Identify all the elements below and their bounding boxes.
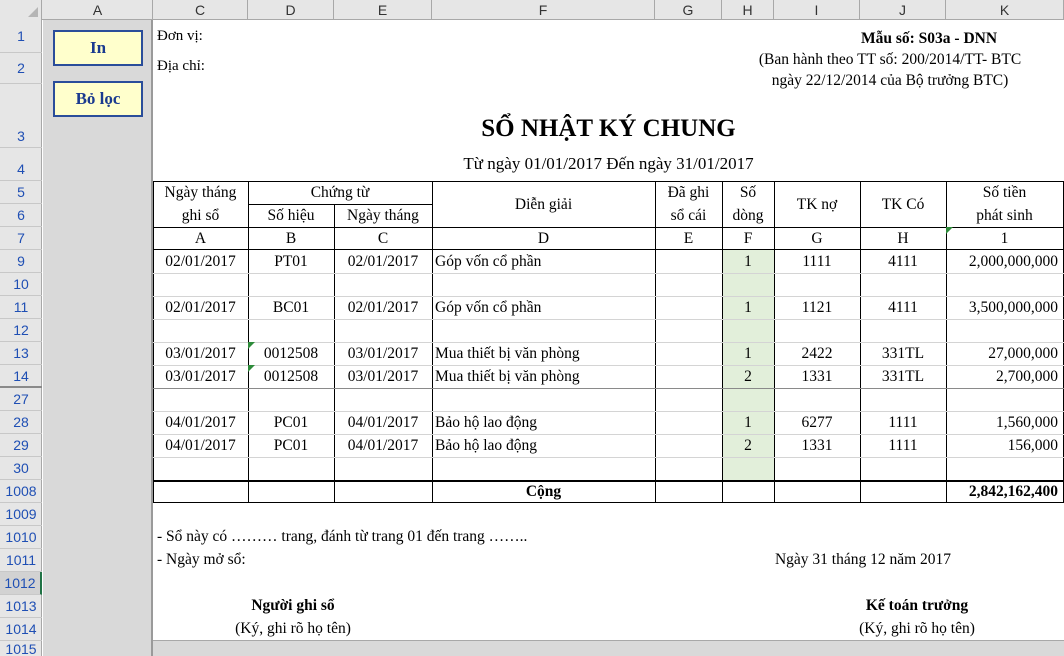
header-date-record: Ngày tháng [164, 184, 237, 201]
entry-voucher-date-cell[interactable]: 02/01/2017 [347, 298, 419, 316]
entry-credit-cell[interactable] [860, 388, 946, 411]
header-credit: TK Có [881, 195, 925, 213]
page-title: SỔ NHẬT KÝ CHUNG [481, 115, 736, 142]
header-date-record-2: ghi sổ [181, 206, 220, 224]
column-header-e[interactable]: E [334, 0, 432, 20]
header-voucher: Chứng từ [310, 184, 370, 201]
address-label: Địa chỉ: [157, 58, 205, 74]
entry-voucher-date-cell[interactable]: 04/01/2017 [347, 413, 419, 431]
entry-posted-cell[interactable] [655, 273, 722, 296]
entry-line-cell[interactable]: 1 [744, 298, 752, 316]
entry-description-cell[interactable]: Bảo hộ lao động [435, 436, 538, 454]
row-header[interactable]: 1 [0, 20, 42, 53]
header-voucher-date: Ngày tháng [347, 206, 419, 224]
code-cell: E [683, 229, 694, 247]
entry-voucher-date-cell[interactable] [334, 319, 432, 342]
row-header-selected[interactable]: 1012 [0, 572, 42, 595]
column-header-h[interactable]: H [722, 0, 774, 20]
entry-voucher-date-cell[interactable] [334, 388, 432, 411]
entry-amount-cell[interactable] [946, 273, 1063, 296]
remove-filter-button[interactable]: Bỏ lọc [53, 81, 143, 117]
entry-voucher-cell[interactable] [248, 388, 334, 411]
form-number: Mẫu số: S03a - DNN [860, 30, 998, 47]
entry-debit-cell[interactable] [774, 273, 860, 296]
row-header[interactable]: 9 [0, 250, 42, 273]
entry-amount-cell[interactable] [946, 388, 1063, 411]
entry-amount-cell[interactable]: 3,500,000,000 [968, 298, 1058, 316]
row-header[interactable]: 1008 [0, 480, 42, 503]
entry-voucher-cell[interactable] [248, 457, 334, 480]
accountant-title: Kế toán trưởng [865, 597, 969, 614]
entry-credit-cell[interactable]: 4111 [888, 252, 918, 270]
column-header-g[interactable]: G [655, 0, 722, 20]
entry-date-cell[interactable]: 04/01/2017 [165, 413, 236, 431]
entry-voucher-cell[interactable]: PT01 [274, 252, 308, 270]
code-cell: A [194, 229, 207, 247]
number-as-text-indicator-icon [248, 342, 255, 349]
header-voucher-no: Số hiệu [267, 206, 315, 224]
pages-note: - Sổ này có ……… trang, đánh từ trang 01 đến trang …….. [157, 528, 528, 545]
entry-posted-cell[interactable] [655, 457, 722, 480]
entry-date-cell[interactable]: 03/01/2017 [165, 344, 236, 362]
entry-line-cell[interactable]: 2 [744, 436, 752, 454]
row-header[interactable]: 13 [0, 342, 42, 365]
entry-debit-cell[interactable]: 1121 [801, 298, 833, 316]
entry-voucher-date-cell[interactable] [334, 273, 432, 296]
entry-debit-cell[interactable] [774, 457, 860, 480]
column-header-k[interactable]: K [946, 0, 1064, 20]
entry-date-cell[interactable] [153, 457, 248, 480]
entry-description-cell[interactable]: Mua thiết bị văn phòng [435, 344, 580, 362]
column-header-i[interactable]: I [774, 0, 860, 20]
entry-date-cell[interactable]: 03/01/2017 [165, 367, 236, 385]
row-header[interactable]: 4 [0, 148, 42, 181]
entry-posted-cell[interactable] [655, 388, 722, 411]
row-header[interactable]: 2 [0, 53, 42, 84]
recorder-note: (Ký, ghi rõ họ tên) [235, 620, 351, 637]
entry-line-cell[interactable]: 2 [744, 367, 752, 385]
row-header[interactable]: 1013 [0, 595, 42, 618]
row-header[interactable]: 30 [0, 457, 42, 480]
entry-credit-cell[interactable]: 331TL [881, 344, 925, 362]
entry-line-cell[interactable] [722, 388, 774, 411]
entry-posted-cell[interactable] [655, 411, 722, 434]
entry-debit-cell[interactable] [774, 388, 860, 411]
unit-label: Đơn vị: [157, 28, 203, 44]
row-header[interactable]: 12 [0, 319, 42, 342]
entry-voucher-date-cell[interactable]: 02/01/2017 [347, 252, 419, 270]
issued-by-line1: (Ban hành theo TT số: 200/2014/TT- BTC [758, 51, 1022, 68]
entry-date-cell[interactable] [153, 273, 248, 296]
entry-amount-cell[interactable]: 27,000,000 [988, 344, 1058, 362]
entry-description-cell[interactable]: Bảo hộ lao động [435, 413, 538, 431]
entry-amount-cell[interactable]: 2,000,000,000 [968, 252, 1058, 270]
entry-amount-cell[interactable]: 1,560,000 [996, 413, 1058, 431]
entry-line-cell[interactable] [722, 319, 774, 342]
total-amount[interactable]: 2,842,162,400 [968, 483, 1058, 500]
header-amount: Số tiền [982, 184, 1027, 201]
entry-amount-cell[interactable]: 2,700,000 [996, 367, 1058, 385]
row-header[interactable]: 11 [0, 296, 42, 319]
row-header[interactable]: 1010 [0, 526, 42, 549]
code-cell: H [897, 229, 909, 247]
comment-indicator-icon [946, 227, 953, 234]
sheet-bottom-edge [153, 640, 1064, 656]
code-cell: D [537, 229, 550, 247]
row-header[interactable]: 10 [0, 273, 42, 296]
entry-line-cell[interactable] [722, 273, 774, 296]
header-posted-2: sổ cái [670, 206, 707, 224]
row-header[interactable]: 1015 [0, 641, 42, 656]
entry-line-cell[interactable]: 1 [744, 413, 752, 431]
entry-description-cell[interactable] [432, 388, 655, 411]
row-header[interactable]: 7 [0, 227, 42, 250]
row-header[interactable]: 1011 [0, 549, 42, 572]
entry-credit-cell[interactable] [860, 319, 946, 342]
entry-line-cell[interactable]: 1 [744, 344, 752, 362]
entry-posted-cell[interactable] [655, 319, 722, 342]
entry-voucher-cell[interactable]: BC01 [272, 298, 310, 316]
entry-amount-cell[interactable] [946, 319, 1063, 342]
code-cell: F [743, 229, 753, 247]
entry-voucher-date-cell[interactable]: 04/01/2017 [347, 436, 419, 454]
entry-debit-cell[interactable]: 6277 [801, 413, 833, 431]
issued-by-line2: ngày 22/12/2014 của Bộ trưởng BTC) [771, 72, 1009, 89]
column-header-d[interactable]: D [248, 0, 334, 20]
row-header[interactable]: 27 [0, 388, 42, 411]
row-header[interactable]: 1014 [0, 618, 42, 641]
entry-description-cell[interactable]: Mua thiết bị văn phòng [435, 367, 580, 385]
recorder-title: Người ghi sổ [251, 597, 335, 614]
entry-date-cell[interactable] [153, 319, 248, 342]
entry-voucher-cell[interactable] [248, 319, 334, 342]
row-header[interactable]: 28 [0, 411, 42, 434]
entry-posted-cell[interactable] [655, 250, 722, 273]
column-header-a[interactable]: A [43, 0, 153, 20]
row-header-bar [0, 20, 42, 656]
entry-date-cell[interactable]: 02/01/2017 [165, 252, 236, 270]
header-amount-2: phát sinh [976, 206, 1033, 224]
entry-amount-cell[interactable] [946, 457, 1063, 480]
entry-posted-cell[interactable] [655, 296, 722, 319]
row-header[interactable]: 6 [0, 204, 42, 227]
column-header-bar [0, 0, 1064, 20]
entry-line-cell[interactable] [722, 457, 774, 480]
header-line-no: Số [739, 184, 757, 201]
header-description: Diễn giải [514, 195, 573, 213]
entry-posted-cell[interactable] [655, 342, 722, 365]
open-date-label: - Ngày mở sổ: [157, 551, 246, 568]
column-header-c[interactable]: C [153, 0, 248, 20]
sign-date: Ngày 31 tháng 12 năm 2017 [774, 551, 952, 568]
row-header[interactable]: 29 [0, 434, 42, 457]
header-line-no-2: dòng [732, 206, 764, 224]
entry-amount-cell[interactable]: 156,000 [1007, 436, 1058, 454]
entry-voucher-date-cell[interactable]: 03/01/2017 [347, 344, 419, 362]
entry-debit-cell[interactable]: 1331 [801, 367, 833, 385]
period-range: Từ ngày 01/01/2017 Đến ngày 31/01/2017 [463, 154, 754, 173]
select-all-icon [28, 7, 38, 17]
row-header[interactable]: 14 [0, 365, 42, 388]
worksheet [153, 20, 1064, 656]
entry-voucher-cell[interactable]: 0012508 [263, 367, 319, 385]
code-cell: B [285, 229, 297, 247]
code-cell: C [377, 229, 389, 247]
column-header-f[interactable]: F [432, 0, 655, 20]
entry-description-cell[interactable] [432, 457, 655, 480]
entry-date-cell[interactable] [153, 388, 248, 411]
row-header[interactable]: 3 [0, 84, 42, 148]
entry-voucher-cell[interactable]: PC01 [273, 436, 309, 454]
accountant-note: (Ký, ghi rõ họ tên) [859, 620, 975, 637]
entry-description-cell[interactable] [432, 273, 655, 296]
header-posted: Đã ghi [667, 184, 710, 201]
entry-debit-cell[interactable]: 2422 [801, 344, 833, 362]
select-all-corner[interactable] [0, 0, 42, 20]
entry-debit-cell[interactable] [774, 319, 860, 342]
entry-voucher-cell[interactable]: 0012508 [263, 344, 319, 362]
entry-description-cell[interactable] [432, 319, 655, 342]
header-debit: TK nợ [796, 195, 838, 213]
row-header[interactable]: 1009 [0, 503, 42, 526]
entry-debit-cell[interactable]: 1331 [801, 436, 833, 454]
entry-debit-cell[interactable]: 1111 [802, 252, 832, 270]
number-as-text-indicator-icon [248, 365, 255, 372]
entry-credit-cell[interactable]: 4111 [888, 298, 918, 316]
entry-voucher-date-cell[interactable]: 03/01/2017 [347, 367, 419, 385]
print-button[interactable]: In [53, 30, 143, 66]
entry-credit-cell[interactable]: 331TL [881, 367, 925, 385]
entry-description-cell[interactable]: Góp vốn cổ phần [435, 298, 542, 316]
code-cell: 1 [1000, 229, 1009, 247]
total-label: Cộng [525, 483, 562, 500]
entry-posted-cell[interactable] [655, 365, 722, 388]
code-cell: G [811, 229, 823, 247]
row-header[interactable]: 5 [0, 181, 42, 204]
entry-voucher-cell[interactable] [248, 273, 334, 296]
entry-line-cell[interactable]: 1 [744, 252, 752, 270]
entry-date-cell[interactable]: 04/01/2017 [165, 436, 236, 454]
entry-posted-cell[interactable] [655, 434, 722, 457]
entry-credit-cell[interactable]: 1111 [888, 436, 918, 454]
entry-credit-cell[interactable]: 1111 [888, 413, 918, 431]
entry-date-cell[interactable]: 02/01/2017 [165, 298, 236, 316]
entry-credit-cell[interactable] [860, 273, 946, 296]
entry-voucher-date-cell[interactable] [334, 457, 432, 480]
entry-voucher-cell[interactable]: PC01 [273, 413, 309, 431]
column-header-j[interactable]: J [860, 0, 946, 20]
entry-description-cell[interactable]: Góp vốn cổ phần [435, 252, 542, 270]
entry-credit-cell[interactable] [860, 457, 946, 480]
